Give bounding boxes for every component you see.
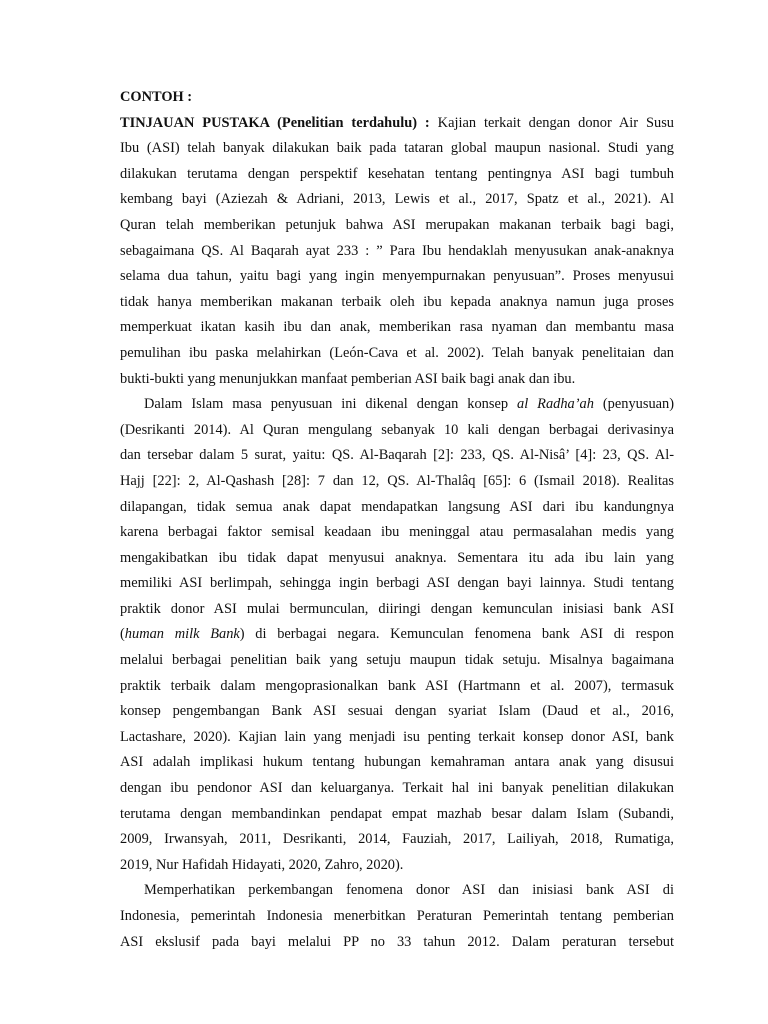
text-run: Memperhatikan perkembangan fenomena donor ASI dan inisiasi bank ASI di <box>144 882 674 899</box>
text-run: sebagaimana QS. Al Baqarah ayat 233 : ” Para Ibu hendaklah menyusukan anak-anaknya <box>120 242 674 259</box>
text-line <box>120 750 674 776</box>
text-line <box>120 111 674 137</box>
text-run: dengan ibu pendonor ASI dan keluarganya. Terkait hal ini banyak penelitian dilakukan <box>120 780 674 797</box>
text-line <box>120 546 674 572</box>
text-line <box>120 878 674 904</box>
text-line <box>120 443 674 469</box>
text-run: selama dua tahun, yaitu bagi yang ingin menyempurnakan penyusuan”. Proses menyusui <box>120 268 674 285</box>
text-run: (Desrikanti 2014). Al Quran mengulang sebanyak 10 kali dengan berbagai derivasinya <box>120 421 674 438</box>
text-run: kembang bayi (Aziezah & Adriani, 2013, Lewis et al., 2017, Spatz et al., 2021). Al <box>120 191 674 208</box>
text-run: dilapangan, tidak semua anak dapat mendapatkan langsung ASI dari ibu kandungnya <box>120 498 674 515</box>
text-run: melalui berbagai penelitian baik yang setuju maupun tidak setuju. Misalnya bagaimana <box>120 652 674 669</box>
text-line <box>120 495 674 521</box>
text-run: Kajian terkait dengan donor Air Susu <box>429 114 675 131</box>
text-run: praktik terbaik dalam mengoprasionalkan bank ASI (Hartmann et al. 2007), termasuk <box>120 677 674 694</box>
text-line <box>120 520 674 546</box>
text-line <box>120 674 674 700</box>
text-line <box>120 802 674 828</box>
italic-term: human milk Bank <box>124 626 240 643</box>
text-run: mengakibatkan ibu tidak dapat menyusui anaknya. Sementara itu ada ibu lain yang <box>120 549 674 566</box>
text-run: dilakukan terutama dengan perspektif kesehatan tentang pentingnya ASI bagi tumbuh <box>120 165 674 182</box>
text-run: tidak hanya memberikan makanan terbaik oleh ibu kepada anaknya namun juga proses <box>120 293 674 310</box>
text-line <box>120 213 674 239</box>
text-run: (penyusuan) <box>593 396 675 413</box>
text-run: pemulihan ibu paska melahirkan (León-Cava et al. 2002). Telah banyak penelitaian dan <box>120 344 674 361</box>
text-line <box>120 290 674 316</box>
paragraph-2 <box>120 392 674 878</box>
text-line <box>120 418 674 444</box>
text-run: Lactashare, 2020). Kajian lain yang menjadi isu penting terkait konsep donor ASI, bank <box>120 728 674 745</box>
text-run: ( <box>120 626 125 643</box>
text-line <box>120 648 674 674</box>
text-line <box>120 725 674 751</box>
paragraph-1 <box>120 111 674 393</box>
text-line <box>120 853 674 879</box>
text-run: 2009, Irwansyah, 2011, Desrikanti, 2014, Fauziah, 2017, Lailiyah, 2018, Rumatiga, <box>120 831 674 848</box>
text-run: karena berbagai faktor semisal keadaan ibu meninggal atau permasalahan medis yang <box>120 524 674 541</box>
document-page <box>120 85 674 955</box>
text-line <box>120 341 674 367</box>
text-line <box>120 264 674 290</box>
text-run: memiliki ASI berlimpah, sehingga ingin berbagi ASI dengan bayi lainnya. Studi tentang <box>120 575 674 592</box>
text-line <box>120 827 674 853</box>
text-line <box>120 239 674 265</box>
text-line <box>120 622 674 648</box>
text-line <box>120 776 674 802</box>
text-line <box>120 904 674 930</box>
text-line <box>120 392 674 418</box>
text-run: ASI ekslusif pada bayi melalui PP no 33 tahun 2012. Dalam peraturan tersebut <box>120 933 674 950</box>
text-line <box>120 136 674 162</box>
text-run: ASI adalah implikasi hukum tentang hubungan kemahraman antara anak yang disusui <box>120 754 674 771</box>
text-run: dan tersebar dalam 5 surat, yaitu: QS. Al-Baqarah [2]: 233, QS. Al-Nisâ’ [4]: 23, QS. Al- <box>120 447 674 464</box>
text-line <box>120 162 674 188</box>
text-line <box>120 469 674 495</box>
text-line <box>120 187 674 213</box>
text-run: ) di berbagai negara. Kemunculan fenomena bank ASI di respon <box>239 626 675 643</box>
bold-run: TINJAUAN PUSTAKA (Penelitian terdahulu) : <box>120 114 430 131</box>
text-line <box>120 699 674 725</box>
italic-term: al Radha’ah <box>517 396 594 413</box>
text-run: praktik donor ASI mulai bermunculan, diiringi dengan kemunculan inisiasi bank ASI <box>120 600 674 617</box>
paragraph-3 <box>120 878 674 955</box>
text-run: bukti-bukti yang menunjukkan manfaat pemberian ASI baik bagi anak dan ibu. <box>120 370 576 387</box>
text-run: Dalam Islam masa penyusuan ini dikenal dengan konsep <box>144 396 517 413</box>
text-line <box>120 597 674 623</box>
text-run: Indonesia, pemerintah Indonesia menerbitkan Peraturan Pemerintah tentang pemberian <box>120 908 674 924</box>
text-run: Ibu (ASI) telah banyak dilakukan baik pada tataran global maupun nasional. Studi yang <box>120 140 674 157</box>
text-line <box>120 930 674 956</box>
text-run: Quran telah memberikan petunjuk bahwa ASI merupakan makanan terbaik bagi bagi, <box>120 216 674 233</box>
text-line <box>120 315 674 341</box>
document-body <box>120 111 674 956</box>
document-heading: CONTOH : <box>120 89 193 105</box>
text-run: memperkuat ikatan kasih ibu dan anak, memberikan rasa nyaman dan membantu masa <box>120 319 674 336</box>
text-run: Hajj [22]: 2, Al-Qashash [28]: 7 dan 12, QS. Al-Thalâq [65]: 6 (Ismail 2018). Realitas <box>120 472 674 489</box>
text-run: konsep pengembangan Bank ASI sesuai dengan syariat Islam (Daud et al., 2016, <box>120 703 674 720</box>
text-run: 2019, Nur Hafidah Hidayati, 2020, Zahro, 2020). <box>120 856 404 873</box>
text-line <box>120 571 674 597</box>
text-run: terutama dengan membandinkan pendapat empat mazhab besar dalam Islam (Subandi, <box>120 805 674 822</box>
text-line <box>120 367 674 393</box>
